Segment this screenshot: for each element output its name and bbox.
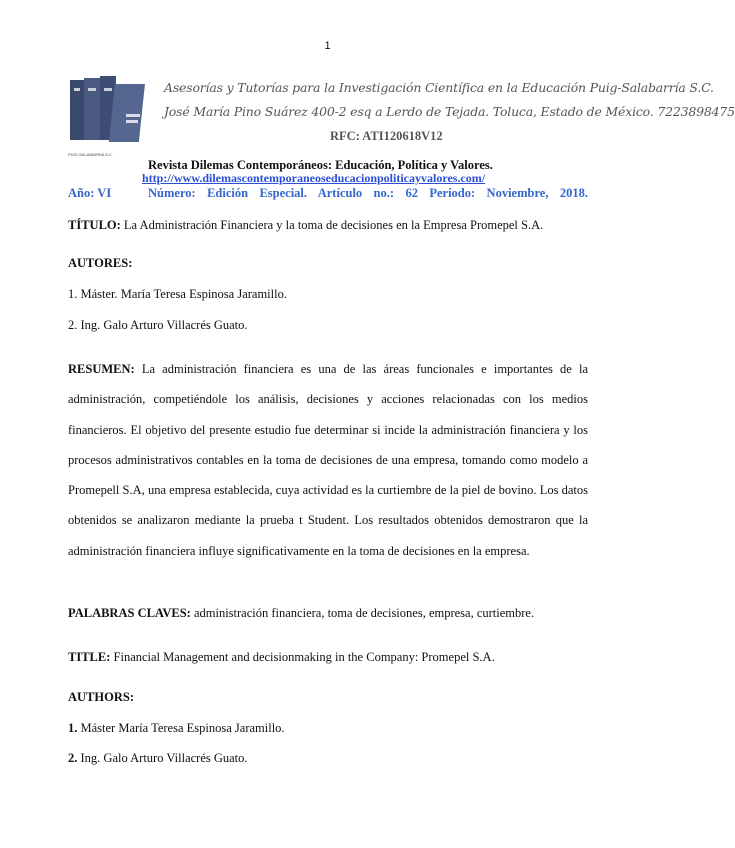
author-es-2: 2. Ing. Galo Arturo Villacrés Guato. (68, 318, 248, 332)
author-en-2 (68, 751, 588, 765)
issue-label: Número: Edición Especial. Artículo no.: 62 Período: Noviembre, 2018. (148, 186, 588, 200)
authors-es-heading: AUTORES: (68, 256, 133, 270)
books-logo-label: PUIG-SALABARRIA S.C. (68, 152, 113, 157)
abstract-es-label: RESUMEN: (68, 362, 135, 376)
title-en-text: Financial Management and decisionmaking in the Company: Promepel S.A. (113, 650, 495, 664)
author-en-1-name: Máster María Teresa Espinosa Jaramillo. (80, 721, 285, 735)
header-line-1: Asesorías y Tutorías para la Investigación Científica en la Educación Puig-Salabarría S.C. (164, 80, 714, 95)
author-en-1-num: 1. (68, 721, 78, 735)
keywords-es-label: PALABRAS CLAVES: (68, 606, 191, 620)
letterhead (68, 72, 735, 160)
abstract-es-text: La administración financiera es una de las áreas funcionales e importantes de la administración, competiéndole los análisis, decisiones y acciones relacionadas con los medios financieros. El objetivo del presente estudio fue determinar si incide la administración financiera y los procesos administrativos contables en la toma de decisiones de una empresa, tomando como modelo a Promepell S.A, una empresa establecida, cuya actividad es la curtiembre de la piel de bovino. Los datos obtenidos se analizaron mediante la prueba t Student. Los resultados obtenidos demostraron que la administración financiera influye significativamente en la toma de decisiones en la empresa. (68, 362, 589, 558)
title-en-label: TITLE: (68, 650, 111, 664)
header-rfc: RFC: ATI120618V12 (330, 129, 443, 143)
keywords-es-text: administración financiera, toma de decisiones, empresa, curtiembre. (193, 606, 535, 620)
header-line-2: José María Pino Suárez 400-2 esq a Lerdo de Tejada. Toluca, Estado de México. 7223898475 (164, 104, 735, 119)
abstract-es (68, 354, 588, 566)
author-es-1: 1. Máster. María Teresa Espinosa Jaramillo. (68, 287, 287, 301)
title-es-text: La Administración Financiera y la toma de decisiones en la Empresa Promepel S.A. (123, 218, 544, 232)
journal-url-link[interactable]: http://www.dilemascontemporaneoseducacionpoliticayvalores.com/ (142, 171, 486, 185)
authors-en-heading: AUTHORS: (68, 690, 134, 704)
title-en (68, 650, 588, 664)
author-en-2-num: 2. (68, 751, 78, 765)
author-en-1 (68, 721, 588, 735)
page-number: 1 (324, 40, 331, 52)
title-es-label: TÍTULO: (68, 218, 121, 232)
journal-name: Revista Dilemas Contemporáneos: Educación, Política y Valores. (148, 158, 493, 172)
year-label: Año: VI (68, 186, 112, 200)
author-en-2-name: Ing. Galo Arturo Villacrés Guato. (80, 751, 248, 765)
keywords-es (68, 606, 588, 620)
title-es (68, 218, 588, 232)
books-logo-icon (68, 74, 156, 152)
